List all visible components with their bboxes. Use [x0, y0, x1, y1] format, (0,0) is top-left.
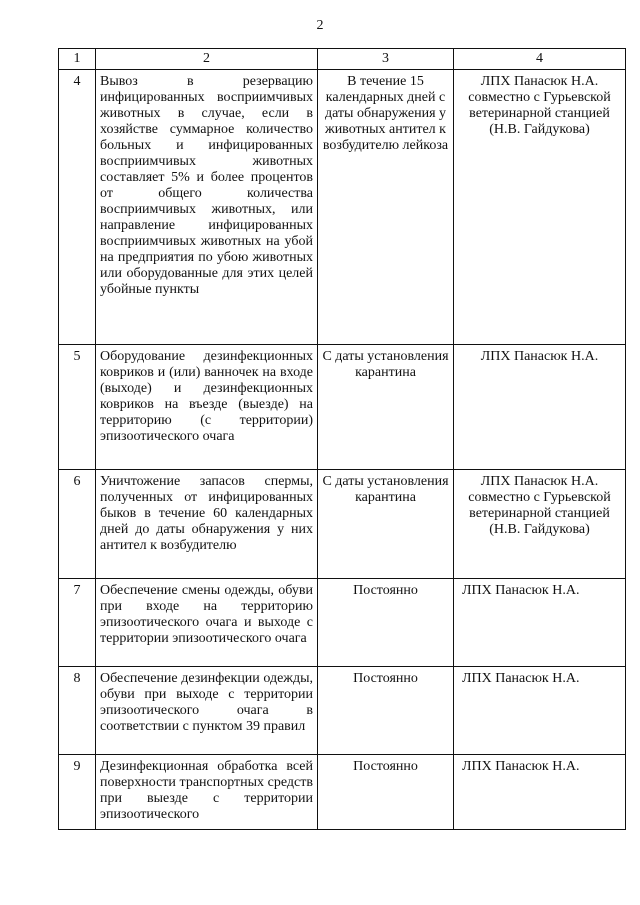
measure-term: С даты установления карантина: [318, 470, 454, 579]
row-number: 5: [59, 345, 96, 470]
table-row: [59, 579, 626, 667]
measure-description: Обеспечение смены одежды, обуви при входе на территорию эпизоотического очага и выходе с территории эпизоотического очага: [96, 579, 318, 667]
column-header-4: 4: [454, 49, 626, 70]
table-row: [59, 470, 626, 579]
measure-term: Постоянно: [318, 667, 454, 755]
measure-description: Дезинфекционная обработка всей поверхности транспортных средств при выезде с территории эпизоотического: [96, 755, 318, 830]
page-number: 2: [316, 18, 324, 33]
measure-responsible: ЛПХ Панасюк Н.А.: [454, 579, 626, 667]
table-row: [59, 755, 626, 830]
row-number: 7: [59, 579, 96, 667]
measure-responsible: ЛПХ Панасюк Н.А. совместно с Гурьевской ветеринарной станцией (Н.В. Гайдукова): [454, 70, 626, 345]
measure-responsible: ЛПХ Панасюк Н.А. совместно с Гурьевской ветеринарной станцией (Н.В. Гайдукова): [454, 470, 626, 579]
measure-responsible: ЛПХ Панасюк Н.А.: [454, 755, 626, 830]
measure-description: Обеспечение дезинфекции одежды, обуви при выходе с территории эпизоотического очага в соответствии с пунктом 39 правил: [96, 667, 318, 755]
measure-description: Уничтожение запасов спермы, полученных от инфицированных быков в течение 60 календарных дней до даты обнаружения у них антител к возбудителю: [96, 470, 318, 579]
column-header-2: 2: [96, 49, 318, 70]
measure-term: В течение 15 календарных дней с даты обнаружения у животных антител к возбудителю лейкоза: [318, 70, 454, 345]
column-header-3: 3: [318, 49, 454, 70]
row-number: 8: [59, 667, 96, 755]
table-header-row: [59, 49, 626, 70]
row-number: 4: [59, 70, 96, 345]
row-number: 9: [59, 755, 96, 830]
measure-description: Вывоз в резервацию инфицированных восприимчивых животных в случае, если в хозяйстве суммарное количество больных и инфицированных восприимчивых животных составляет 5% и более процентов от общего количества восприимчивых животных, или направление инфицированных восприимчивых животных на убой на предприятия по убою животных или оборудованные для этих целей убойные пункты: [96, 70, 318, 345]
measure-responsible: ЛПХ Панасюк Н.А.: [454, 667, 626, 755]
measure-description: Оборудование дезинфекционных ковриков и (или) ванночек на входе (выходе) и дезинфекционных ковриков на въезде (выезде) на территорию (с территории) эпизоотического очага: [96, 345, 318, 470]
row-number: 6: [59, 470, 96, 579]
column-header-1: 1: [59, 49, 96, 70]
table-row: [59, 667, 626, 755]
measure-responsible: ЛПХ Панасюк Н.А.: [454, 345, 626, 470]
table-row: [59, 345, 626, 470]
measure-term: С даты установления карантина: [318, 345, 454, 470]
measures-table: [58, 48, 626, 830]
measure-term: Постоянно: [318, 755, 454, 830]
measure-term: Постоянно: [318, 579, 454, 667]
table-row: [59, 70, 626, 345]
